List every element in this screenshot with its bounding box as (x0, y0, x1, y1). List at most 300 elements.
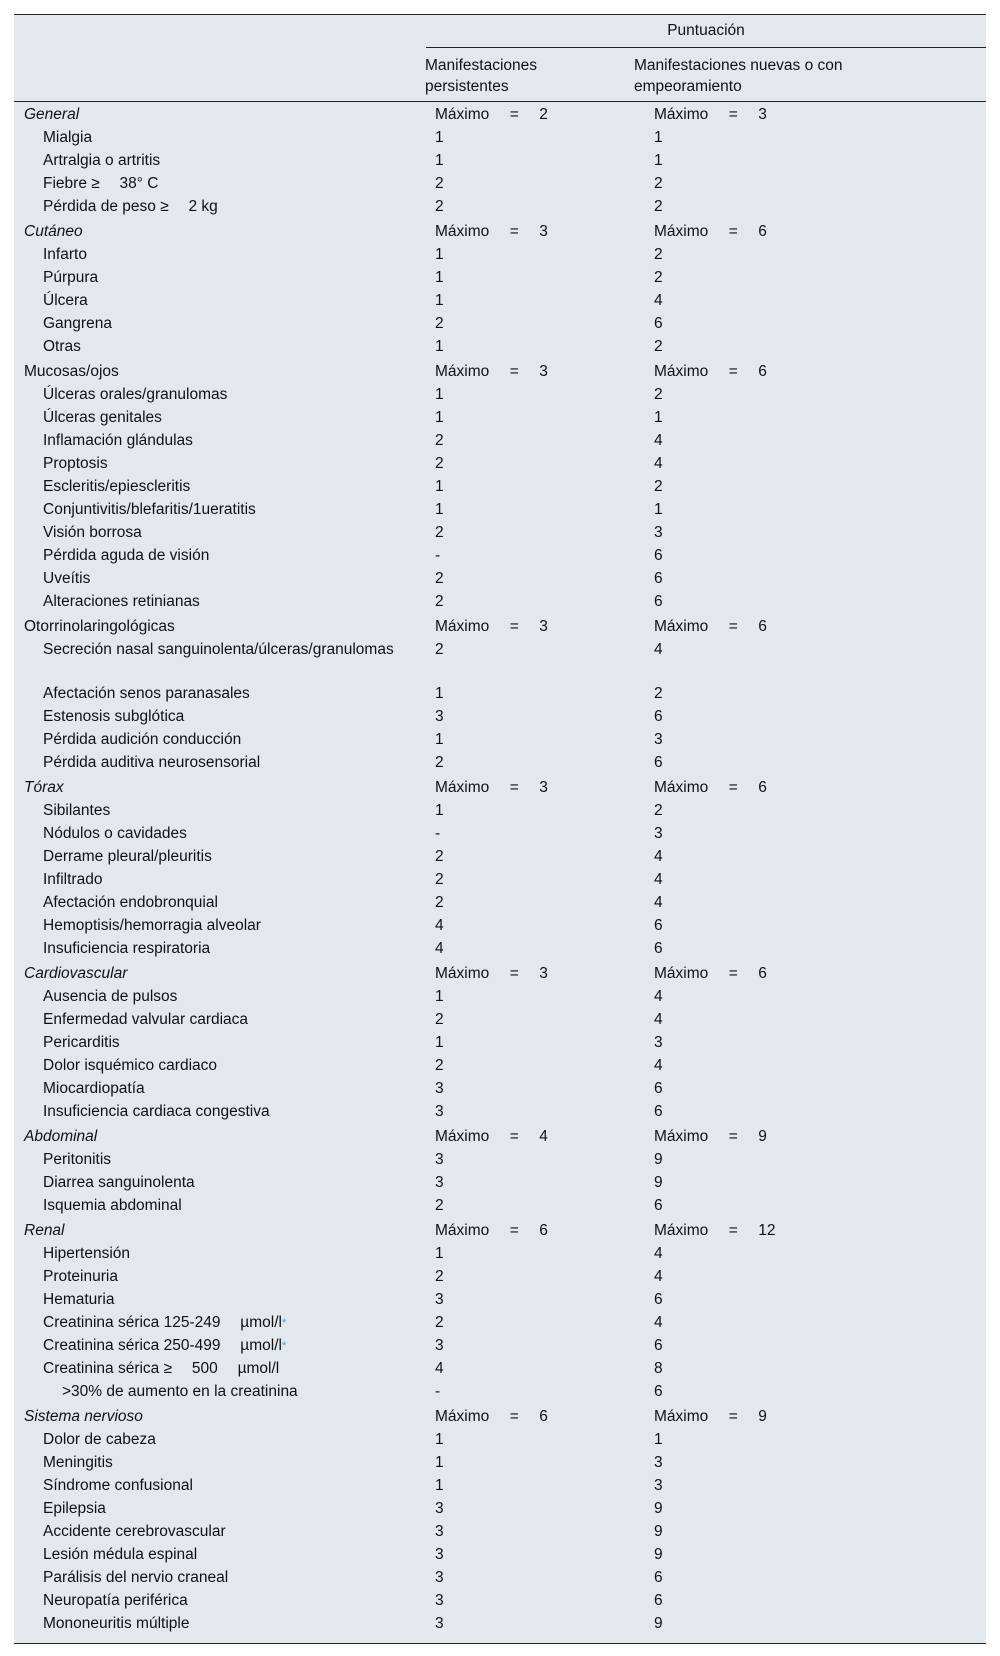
persistent-score: 3 (435, 1546, 444, 1563)
new-score: 2 (654, 685, 663, 702)
persistent-score: 1 (435, 802, 444, 819)
header-persistent-line1: Manifestaciones (425, 57, 538, 74)
item-label (24, 1101, 414, 1123)
max-value: 9 (758, 1128, 767, 1145)
persistent-score: - (435, 1383, 441, 1400)
equals-sign: = (509, 779, 519, 796)
label-text: Úlcera (43, 292, 88, 309)
label-text: Estenosis subglótica (43, 708, 185, 725)
equals-sign: = (728, 1408, 738, 1425)
table-row (14, 1149, 986, 1172)
item-label (24, 1544, 414, 1566)
max-value: 4 (539, 1128, 548, 1145)
table-row (14, 244, 986, 267)
table-row (14, 915, 986, 938)
persistent-score (435, 1404, 548, 1429)
new-score (654, 359, 767, 384)
persistent-score: 2 (435, 455, 444, 472)
header-persistent-line2: persistentes (425, 78, 509, 95)
category-label (24, 219, 414, 244)
label-text: Inflamación glándulas (43, 432, 193, 449)
table-row (14, 430, 986, 453)
item-label (24, 1289, 414, 1311)
label-text: Sibilantes (43, 802, 111, 819)
item-label (24, 499, 414, 521)
item-label (24, 267, 414, 289)
new-score (654, 102, 767, 127)
equals-sign: = (509, 1408, 519, 1425)
max-value: 3 (539, 965, 548, 982)
new-score: 6 (654, 754, 663, 771)
new-score: 4 (654, 894, 663, 911)
persistent-score: 2 (435, 1314, 444, 1331)
equals-sign: = (728, 779, 738, 796)
table-row (14, 1312, 986, 1335)
label-text: Otras (43, 338, 81, 355)
equals-sign: = (728, 223, 738, 240)
persistent-score: 1 (435, 409, 444, 426)
persistent-score: 1 (435, 1431, 444, 1448)
item-label (24, 290, 414, 312)
equals-sign: = (509, 1222, 519, 1239)
new-score: 6 (654, 1080, 663, 1097)
persistent-score: 1 (435, 152, 444, 169)
item-label (24, 173, 414, 195)
item-label (24, 522, 414, 544)
new-score: 2 (654, 338, 663, 355)
table-row (14, 267, 986, 290)
label-text: Infiltrado (43, 871, 103, 888)
max-word: Máximo (654, 1222, 709, 1239)
item-label (24, 336, 414, 358)
label-text: Uveítis (43, 570, 91, 587)
label-text: Dolor isquémico cardiaco (43, 1057, 218, 1074)
new-score: 3 (654, 524, 663, 541)
category-label (24, 102, 414, 127)
table-row (14, 1521, 986, 1544)
equals-sign: = (728, 965, 738, 982)
item-label (24, 1358, 414, 1380)
item-label (24, 752, 414, 774)
max-word: Máximo (435, 965, 490, 982)
label-text: Peritonitis (43, 1151, 112, 1168)
persistent-score: 2 (435, 871, 444, 888)
table-row (14, 800, 986, 823)
persistent-score: 2 (435, 432, 444, 449)
persistent-score (435, 359, 548, 384)
new-score: 1 (654, 501, 663, 518)
new-score: 2 (654, 198, 663, 215)
item-label (24, 846, 414, 868)
table-row (14, 1590, 986, 1613)
label-text: Proteinuria (43, 1268, 118, 1285)
equals-sign: = (728, 363, 738, 380)
table-row (14, 846, 986, 869)
table-row (14, 499, 986, 522)
table-row (14, 1567, 986, 1590)
category-row (14, 1404, 986, 1429)
label-text: Alteraciones retinianas (43, 593, 200, 610)
header-new-line2: empeoramiento (634, 78, 742, 95)
table-row (14, 313, 986, 336)
item-label (24, 545, 414, 567)
persistent-score: 2 (435, 524, 444, 541)
table-row (14, 1078, 986, 1101)
item-label (24, 1032, 414, 1054)
max-value: 3 (539, 779, 548, 796)
persistent-score: 1 (435, 478, 444, 495)
new-score (654, 219, 767, 244)
table-row (14, 752, 986, 775)
table-row (14, 1032, 986, 1055)
persistent-score: 3 (435, 1500, 444, 1517)
table-row (14, 545, 986, 568)
label-text: Creatinina sérica 250-499 µmol/l (43, 1337, 282, 1354)
label-text: Mucosas/ojos (24, 363, 119, 380)
max-value: 6 (758, 363, 767, 380)
table-row (14, 196, 986, 219)
persistent-score: 2 (435, 1011, 444, 1028)
table-row (14, 127, 986, 150)
new-score: 3 (654, 731, 663, 748)
persistent-score (435, 961, 548, 986)
category-label (24, 961, 414, 986)
persistent-score: 1 (435, 685, 444, 702)
table-row (14, 1544, 986, 1567)
max-word: Máximo (435, 363, 490, 380)
new-score: 2 (654, 269, 663, 286)
persistent-score: 3 (435, 1592, 444, 1609)
item-label (24, 453, 414, 475)
max-value: 9 (758, 1408, 767, 1425)
table-row (14, 1009, 986, 1032)
max-word: Máximo (435, 1128, 490, 1145)
label-text: Mononeuritis múltiple (43, 1615, 190, 1632)
persistent-score (435, 1218, 548, 1243)
equals-sign: = (728, 618, 738, 635)
table-row (14, 1195, 986, 1218)
label-text: Dolor de cabeza (43, 1431, 156, 1448)
new-score: 2 (654, 386, 663, 403)
persistent-score: 4 (435, 917, 444, 934)
new-score (654, 1218, 776, 1243)
new-score: 4 (654, 432, 663, 449)
category-row (14, 614, 986, 639)
table-row (14, 336, 986, 359)
item-label (24, 986, 414, 1008)
item-label (24, 1613, 414, 1635)
new-score: 6 (654, 1383, 663, 1400)
equals-sign: = (509, 965, 519, 982)
persistent-score: 2 (435, 754, 444, 771)
table-body (14, 102, 986, 1636)
item-label (24, 568, 414, 590)
table-row (14, 1452, 986, 1475)
label-text: Mialgia (43, 129, 93, 146)
label-text: Enfermedad valvular cardiaca (43, 1011, 249, 1028)
max-word: Máximo (435, 1408, 490, 1425)
new-score: 4 (654, 455, 663, 472)
label-text: Sistema nervioso (24, 1408, 143, 1425)
item-label (24, 1312, 414, 1334)
item-label (24, 1195, 414, 1217)
item-label (24, 476, 414, 498)
persistent-score: 1 (435, 386, 444, 403)
new-score: 4 (654, 1057, 663, 1074)
table-row (14, 522, 986, 545)
label-text: Neuropatía periférica (43, 1592, 188, 1609)
max-value: 3 (539, 618, 548, 635)
max-value: 6 (758, 223, 767, 240)
table-row (14, 729, 986, 752)
persistent-score: 2 (435, 641, 444, 658)
max-word: Máximo (435, 106, 490, 123)
item-label (24, 800, 414, 822)
table-row (14, 150, 986, 173)
persistent-score: 1 (435, 129, 444, 146)
new-score: 4 (654, 871, 663, 888)
new-score: 4 (654, 641, 663, 658)
persistent-score: 2 (435, 175, 444, 192)
new-score: 8 (654, 1360, 663, 1377)
item-label (24, 430, 414, 452)
max-word: Máximo (654, 1408, 709, 1425)
label-text: Tórax (24, 779, 64, 796)
new-score (654, 775, 767, 800)
new-score: 9 (654, 1500, 663, 1517)
table-row (14, 591, 986, 614)
persistent-score: 2 (435, 848, 444, 865)
table-row (14, 1429, 986, 1452)
new-score: 6 (654, 1592, 663, 1609)
table-row (14, 1358, 986, 1381)
persistent-score: 2 (435, 593, 444, 610)
persistent-score: 2 (435, 570, 444, 587)
category-label (24, 1218, 414, 1243)
new-score: 4 (654, 1314, 663, 1331)
new-score: 4 (654, 292, 663, 309)
new-score (654, 1124, 767, 1149)
new-score: 9 (654, 1151, 663, 1168)
item-label (24, 384, 414, 406)
persistent-score: 3 (435, 1151, 444, 1168)
persistent-score: 1 (435, 1245, 444, 1262)
new-score: 3 (654, 1034, 663, 1051)
label-text: Abdominal (24, 1128, 98, 1145)
persistent-score: - (435, 825, 441, 842)
max-word: Máximo (435, 779, 490, 796)
table-row (14, 1475, 986, 1498)
persistent-score: 1 (435, 292, 444, 309)
label-text: Infarto (43, 246, 87, 263)
item-label (24, 1078, 414, 1100)
category-row (14, 219, 986, 244)
persistent-score: 2 (435, 198, 444, 215)
label-text: Proptosis (43, 455, 108, 472)
label-text: Hemoptisis/hemorragia alveolar (43, 917, 261, 934)
persistent-score: 3 (435, 1291, 444, 1308)
label-text: Miocardiopatía (43, 1080, 145, 1097)
new-score: 4 (654, 1011, 663, 1028)
table-row (14, 706, 986, 729)
new-score: 6 (654, 940, 663, 957)
label-text: Síndrome confusional (43, 1477, 193, 1494)
persistent-score: 4 (435, 1360, 444, 1377)
label-text: Cutáneo (24, 223, 83, 240)
item-label (24, 938, 414, 960)
item-label (24, 823, 414, 845)
new-score: 6 (654, 547, 663, 564)
label-text: Pérdida aguda de visión (43, 547, 210, 564)
table-row (14, 823, 986, 846)
table-row (14, 568, 986, 591)
table-row (14, 1101, 986, 1124)
new-score: 4 (654, 988, 663, 1005)
item-label (24, 1567, 414, 1589)
item-label (24, 1335, 414, 1357)
persistent-score: - (435, 547, 441, 564)
persistent-score: 1 (435, 269, 444, 286)
max-value: 6 (758, 779, 767, 796)
label-text: Úlceras genitales (43, 409, 162, 426)
label-text: Secreción nasal sanguinolenta/úlceras/granulomas (43, 641, 394, 658)
label-text: Ausencia de pulsos (43, 988, 178, 1005)
max-word: Máximo (654, 618, 709, 635)
label-text: Pericarditis (43, 1034, 120, 1051)
persistent-score: 1 (435, 338, 444, 355)
max-value: 6 (758, 965, 767, 982)
persistent-score: 3 (435, 1103, 444, 1120)
item-label (24, 1266, 414, 1288)
label-text: Lesión médula espinal (43, 1546, 198, 1563)
new-score: 6 (654, 1197, 663, 1214)
new-score: 4 (654, 1245, 663, 1262)
table-row (14, 683, 986, 706)
table-row (14, 892, 986, 915)
persistent-score: 3 (435, 1080, 444, 1097)
persistent-score: 2 (435, 1197, 444, 1214)
new-score: 9 (654, 1546, 663, 1563)
table-row (14, 1055, 986, 1078)
table-row (14, 290, 986, 313)
persistent-score: 2 (435, 1057, 444, 1074)
new-score: 4 (654, 1268, 663, 1285)
new-score: 6 (654, 593, 663, 610)
item-label (24, 150, 414, 172)
new-score: 1 (654, 409, 663, 426)
new-score (654, 614, 767, 639)
table-row (14, 476, 986, 499)
table-row (14, 453, 986, 476)
category-label (24, 1124, 414, 1149)
category-label (24, 1404, 414, 1429)
item-label (24, 915, 414, 937)
category-row (14, 359, 986, 384)
table-row (14, 1498, 986, 1521)
item-label (24, 1429, 414, 1451)
max-word: Máximo (435, 1222, 490, 1239)
label-text: Derrame pleural/pleuritis (43, 848, 212, 865)
table-row (14, 1172, 986, 1195)
label-text: General (24, 106, 80, 123)
header-new (634, 55, 843, 97)
label-text: Creatinina sérica 125-249 µmol/l (43, 1314, 282, 1331)
equals-sign: = (509, 618, 519, 635)
item-label (24, 1475, 414, 1497)
label-text: Hematuria (43, 1291, 115, 1308)
max-word: Máximo (654, 965, 709, 982)
equals-sign: = (728, 1222, 738, 1239)
table-row (14, 1289, 986, 1312)
item-label (24, 1521, 414, 1543)
item-label (24, 313, 414, 335)
new-score: 6 (654, 1291, 663, 1308)
header-new-line1: Manifestaciones nuevas o con (634, 57, 843, 74)
item-label (24, 1452, 414, 1474)
item-label (24, 591, 414, 613)
label-text: Pérdida audición conducción (43, 731, 242, 748)
label-text: Epilepsia (43, 1500, 106, 1517)
label-text: >30% de aumento en la creatinina (62, 1383, 298, 1400)
new-score (654, 961, 767, 986)
equals-sign: = (728, 106, 738, 123)
persistent-score (435, 614, 548, 639)
table-row (14, 938, 986, 961)
item-label (24, 869, 414, 891)
new-score: 6 (654, 1103, 663, 1120)
persistent-score: 1 (435, 731, 444, 748)
header-divider (426, 47, 986, 48)
item-label (24, 407, 414, 429)
header-puntuacion: Puntuación (667, 22, 745, 39)
persistent-score: 1 (435, 246, 444, 263)
new-score: 1 (654, 1431, 663, 1448)
persistent-score (435, 219, 548, 244)
persistent-score: 3 (435, 1337, 444, 1354)
persistent-score: 1 (435, 501, 444, 518)
item-label (24, 1009, 414, 1031)
category-label (24, 775, 414, 800)
max-value: 12 (758, 1222, 776, 1239)
label-text: Accidente cerebrovascular (43, 1523, 226, 1540)
table-row (14, 1613, 986, 1636)
item-label (24, 729, 414, 751)
persistent-score (435, 1124, 548, 1149)
category-row (14, 775, 986, 800)
persistent-score: 3 (435, 1569, 444, 1586)
new-score: 4 (654, 848, 663, 865)
table-row (14, 173, 986, 196)
persistent-score: 3 (435, 708, 444, 725)
max-word: Máximo (654, 363, 709, 380)
item-label (24, 196, 414, 218)
category-label (24, 614, 414, 639)
persistent-score: 3 (435, 1615, 444, 1632)
label-text: Insuficiencia cardiaca congestiva (43, 1103, 270, 1120)
item-label (24, 706, 414, 728)
persistent-score: 2 (435, 1268, 444, 1285)
item-label (24, 1243, 414, 1265)
max-word: Máximo (654, 779, 709, 796)
label-text: Visión borrosa (43, 524, 142, 541)
item-label (24, 892, 414, 914)
new-score: 6 (654, 1337, 663, 1354)
label-text: Conjuntivitis/blefaritis/1ueratitis (43, 501, 256, 518)
max-value: 6 (539, 1222, 548, 1239)
label-text: Parálisis del nervio craneal (43, 1569, 229, 1586)
equals-sign: = (509, 223, 519, 240)
persistent-score: 1 (435, 1454, 444, 1471)
